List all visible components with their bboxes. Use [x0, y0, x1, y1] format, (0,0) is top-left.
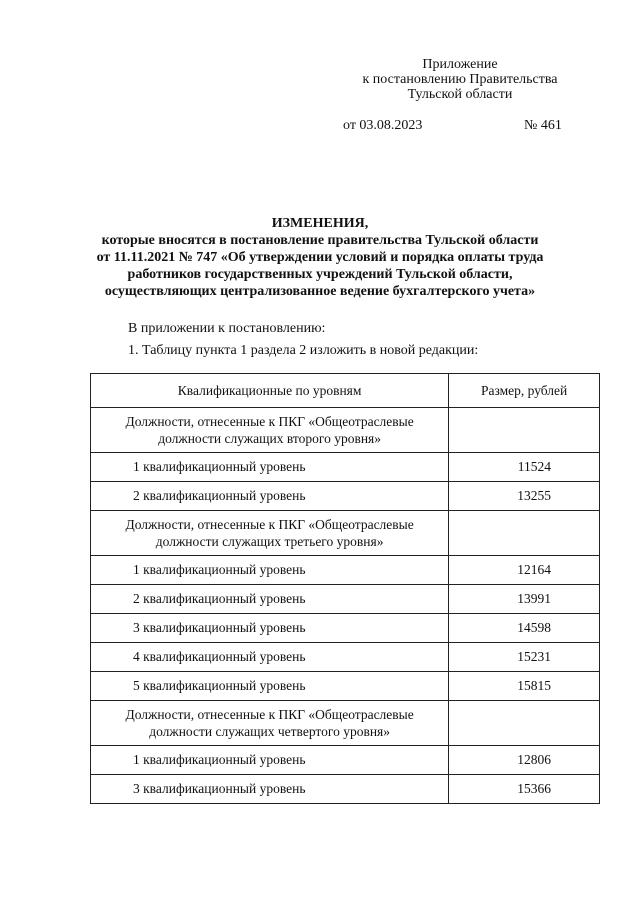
group-label-line: должности служащих второго уровня» [158, 431, 382, 446]
title-line-1: ИЗМЕНЕНИЯ, [271, 216, 369, 231]
group-row [91, 701, 600, 746]
level-value: 15366 [449, 775, 600, 804]
level-value: 15815 [449, 672, 600, 701]
appendix-header [330, 57, 590, 102]
level-value: 12806 [449, 746, 600, 775]
group-label-line: Должности, отнесенные к ПКГ «Общеотраслевые [125, 707, 414, 722]
group-label [91, 511, 449, 556]
decree-number: № 461 [524, 118, 562, 133]
group-value-empty [449, 701, 600, 746]
table-row [91, 585, 600, 614]
group-label [91, 408, 449, 453]
table-row [91, 672, 600, 701]
level-value: 13255 [449, 482, 600, 511]
table-row [91, 643, 600, 672]
group-label-line: должности служащих третьего уровня» [155, 534, 384, 549]
group-row [91, 408, 600, 453]
level-label: 3 квалификационный уровень [91, 775, 449, 804]
header-qualification: Квалификационные по уровням [91, 374, 449, 408]
group-label-line: Должности, отнесенные к ПКГ «Общеотраслевые [125, 414, 414, 429]
group-value-empty [449, 408, 600, 453]
level-label: 2 квалификационный уровень [91, 585, 449, 614]
title-line-5: осуществляющих централизованное ведение бухгалтерского учета» [104, 284, 536, 299]
group-value-empty [449, 511, 600, 556]
table-row [91, 453, 600, 482]
level-value: 15231 [449, 643, 600, 672]
table-row [91, 746, 600, 775]
table-row [91, 556, 600, 585]
level-label: 1 квалификационный уровень [91, 556, 449, 585]
level-label: 3 квалификационный уровень [91, 614, 449, 643]
intro-line-1: В приложении к постановлению: [128, 321, 326, 336]
decree-date: от 03.08.2023 [343, 118, 423, 133]
group-label [91, 701, 449, 746]
table-row [91, 614, 600, 643]
appendix-line-3: Тульской области [407, 87, 513, 102]
table-row [91, 482, 600, 511]
level-label: 1 квалификационный уровень [91, 746, 449, 775]
level-value: 11524 [449, 453, 600, 482]
group-label-line: должности служащих четвертого уровня» [149, 724, 391, 739]
group-label-line: Должности, отнесенные к ПКГ «Общеотраслевые [125, 517, 414, 532]
title-line-3: от 11.11.2021 № 747 «Об утверждении условий и порядка оплаты труда [96, 250, 544, 265]
level-label: 1 квалификационный уровень [91, 453, 449, 482]
document-title [60, 215, 580, 300]
appendix-line-2: к постановлению Правительства [362, 72, 558, 87]
level-value: 14598 [449, 614, 600, 643]
level-label: 5 квалификационный уровень [91, 672, 449, 701]
table-header-row [91, 374, 600, 408]
intro-line-2: 1. Таблицу пункта 1 раздела 2 изложить в новой редакции: [128, 343, 479, 358]
table-row [91, 775, 600, 804]
header-amount: Размер, рублей [449, 374, 600, 408]
salary-table [90, 373, 600, 804]
level-value: 13991 [449, 585, 600, 614]
group-row [91, 511, 600, 556]
level-value: 12164 [449, 556, 600, 585]
title-line-4: работников государственных учреждений Тульской области, [127, 267, 513, 282]
level-label: 4 квалификационный уровень [91, 643, 449, 672]
appendix-line-1: Приложение [422, 57, 498, 72]
level-label: 2 квалификационный уровень [91, 482, 449, 511]
title-line-2: которые вносятся в постановление правительства Тульской области [101, 233, 539, 248]
